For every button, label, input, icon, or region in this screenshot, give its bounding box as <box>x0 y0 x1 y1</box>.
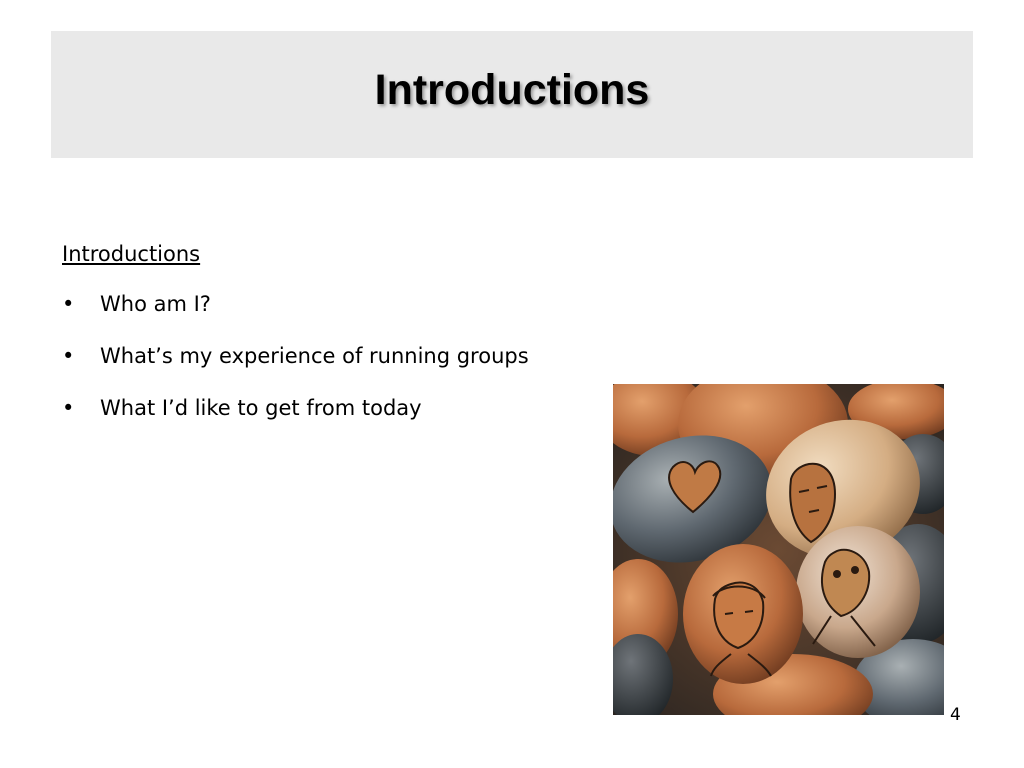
page-number: 4 <box>950 705 961 725</box>
bullet-marker: • <box>62 396 75 420</box>
bullet-marker: • <box>62 344 75 368</box>
bullet-text: What I’d like to get from today <box>100 396 422 420</box>
bullet-text: Who am I? <box>100 292 211 316</box>
section-heading: Introductions <box>62 242 201 266</box>
bullet-item <box>62 392 529 424</box>
bullet-list <box>62 288 529 424</box>
title-band <box>51 31 973 158</box>
bullet-text: What’s my experience of running groups <box>100 344 529 368</box>
bullet-item <box>62 288 529 320</box>
slide-body <box>62 238 529 444</box>
painted-pebbles-image <box>613 384 944 715</box>
slide-title: Introductions <box>374 66 650 114</box>
bullet-item <box>62 340 529 372</box>
bullet-marker: • <box>62 292 75 316</box>
